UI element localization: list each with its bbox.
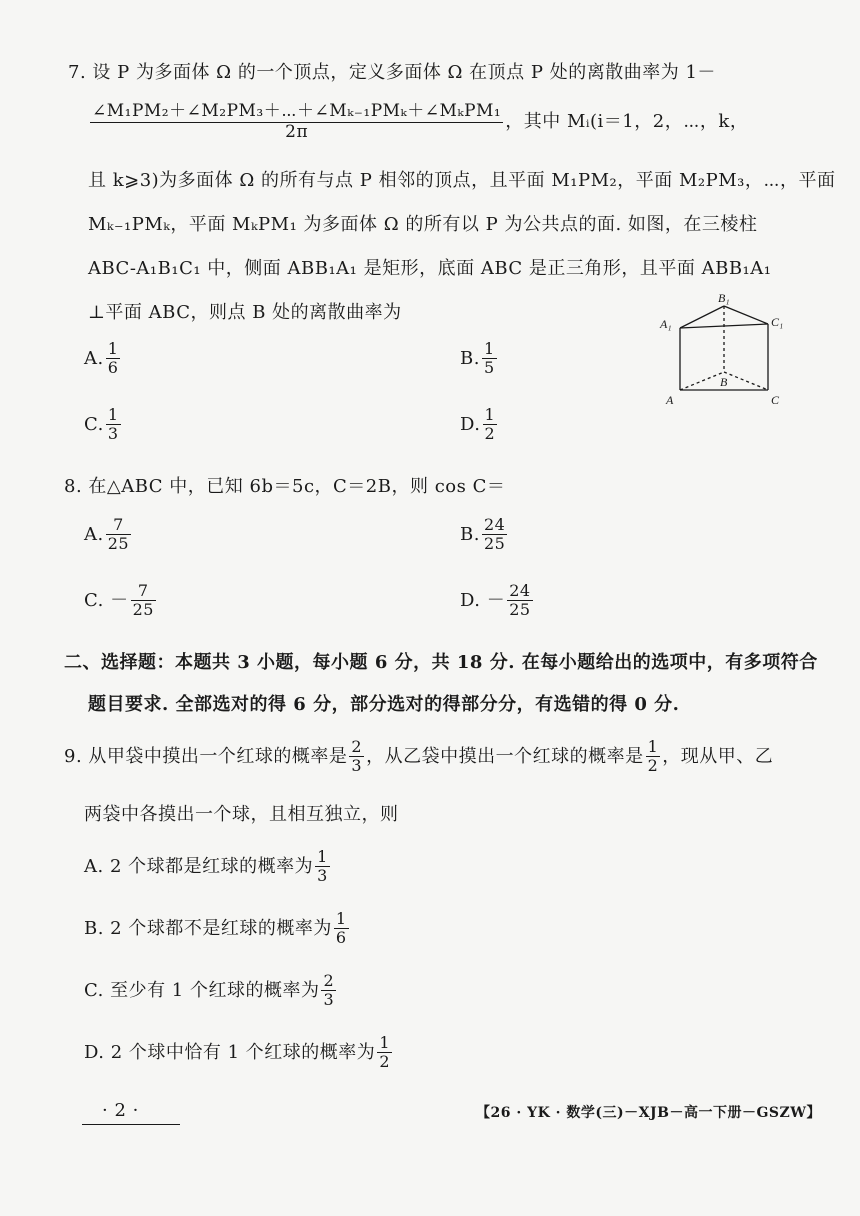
prism-figure: [652, 290, 802, 416]
q8-option-a: A. $\frac{7}{25}$: [84, 515, 130, 554]
q7-option-a: A. $\frac{1}{6}$: [84, 339, 119, 378]
q7-option-d: D. $\frac{1}{2}$: [460, 405, 496, 444]
q9-option-a: A. 2 个球都是红球的概率为 $\frac{1}{3}$: [84, 847, 328, 886]
q7-stem-line4: Mₖ₋₁PMₖ，平面 MₖPM₁ 为多面体 Ω 的所有以 P 为公共点的面. 如图，在三棱柱: [88, 214, 758, 235]
label-a1: A₁: [660, 317, 672, 331]
label-b1: B₁: [718, 291, 730, 305]
label-c: C: [771, 393, 780, 407]
q7-formula-denominator: 2π: [285, 121, 309, 142]
q9-option-c: C. 至少有 1 个红球的概率为 $\frac{2}{3}$: [84, 971, 335, 1010]
q8-option-c: C. － $\frac{7}{25}$: [84, 581, 154, 620]
q9-stem-line2: 两袋中各摸出一个球，且相互独立，则: [84, 804, 399, 825]
q9-stem-line1: 9. 从甲袋中摸出一个红球的概率是 $\frac{2}{3}$ ，从乙袋中摸出一个红球的概率是 $\frac{1}{2}$ ，现从甲、乙: [64, 737, 774, 776]
q7-option-b: B. $\frac{1}{5}$: [460, 339, 495, 378]
q7-formula-tail: ，其中 Mᵢ(i＝1，2，⋯，k，: [505, 111, 749, 133]
q7-stem-line3: 且 k⩾3)为多面体 Ω 的所有与点 P 相邻的顶点，且平面 M₁PM₂，平面 M₂PM₃，⋯，平面: [88, 170, 836, 191]
page-number-underline: [82, 1124, 180, 1125]
q7-stem-line5: ABC-A₁B₁C₁ 中，侧面 ABB₁A₁ 是矩形，底面 ABC 是正三角形，且平面 ABB₁A₁: [88, 258, 772, 279]
q8-option-b: B. $\frac{24}{25}$: [460, 515, 506, 554]
label-a: A: [666, 393, 674, 407]
q7-option-c: C. $\frac{1}{3}$: [84, 405, 119, 444]
q7-formula-numerator: ∠M₁PM₂＋∠M₂PM₃＋⋯＋∠Mₖ₋₁PMₖ＋∠MₖPM₁: [92, 101, 502, 121]
q9-option-b: B. 2 个球都不是红球的概率为 $\frac{1}{6}$: [84, 909, 347, 948]
section2-instructions-line2: 题目要求. 全部选对的得 6 分，部分选对的得部分分，有选错的得 0 分.: [88, 694, 680, 715]
q7-stem-line1: 7. 设 P 为多面体 Ω 的一个顶点，定义多面体 Ω 在顶点 P 处的离散曲率为 1－: [68, 62, 716, 83]
q7-discrete-curvature-formula: [88, 102, 748, 142]
q8-option-d: D. － $\frac{24}{25}$: [460, 581, 531, 620]
q7-stem-line6: ⊥平面 ABC，则点 B 处的离散曲率为: [88, 302, 402, 323]
label-b: B: [720, 375, 728, 389]
section2-instructions-line1: 二、选择题：本题共 3 小题，每小题 6 分，共 18 分. 在每小题给出的选项中，有多项符合: [64, 652, 818, 673]
page-number: · 2 ·: [102, 1100, 139, 1121]
q9-option-d: D. 2 个球中恰有 1 个红球的概率为 $\frac{1}{2}$: [84, 1033, 390, 1072]
q8-stem: 8. 在△ABC 中，已知 6b＝5c，C＝2B，则 cos C＝: [64, 476, 506, 497]
label-c1: C₁: [771, 315, 784, 329]
paper-code: 【26 · YK · 数学(三)－XJB－高一下册－GSZW】: [476, 1105, 821, 1121]
